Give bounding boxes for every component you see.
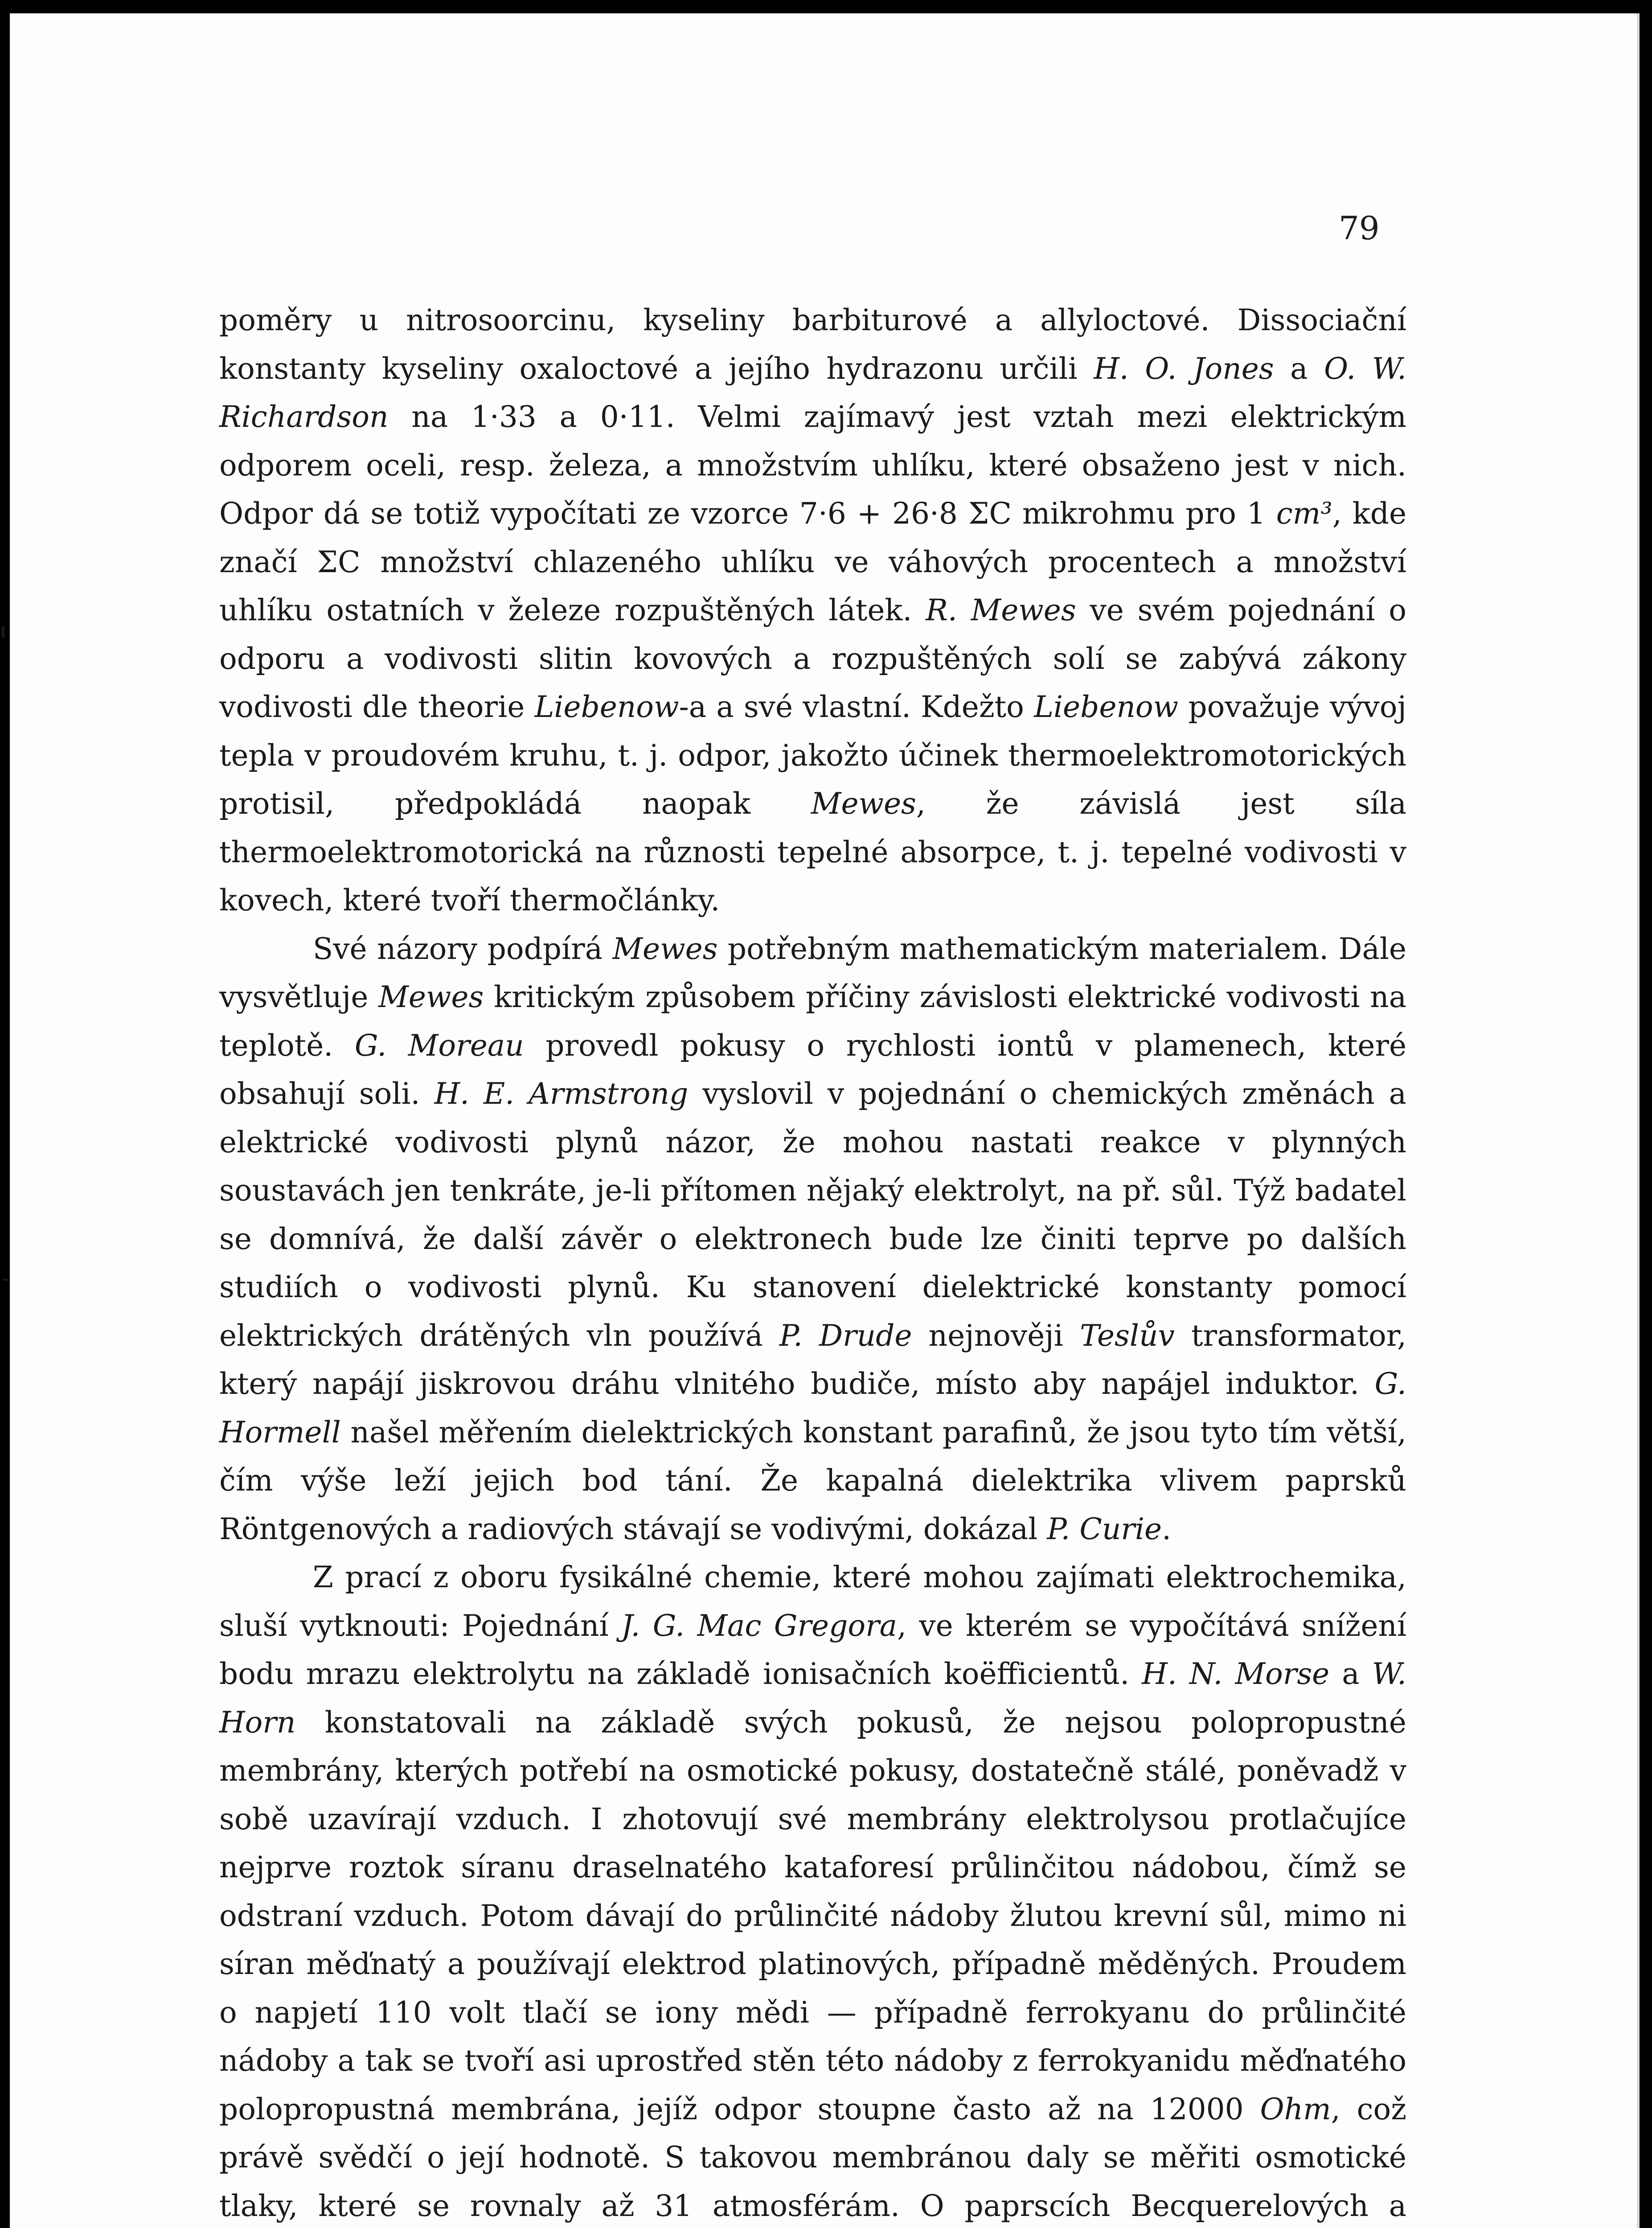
text-run: a <box>1329 1657 1372 1691</box>
author-name: cm³ <box>1276 496 1332 531</box>
author-name: R. Mewes <box>926 593 1076 627</box>
author-name: H. N. Morse <box>1142 1657 1330 1691</box>
text-run: poměry u nitrosoorcinu, kyseliny barbiturové a allyloctové. Dissociační konstanty kyseliny oxaloctové a jejího hydrazonu určili <box>219 303 1406 386</box>
text-run: transformator, který napájí jiskrovou dráhu vlnitého budiče, místo aby napájel induktor. <box>219 1318 1406 1401</box>
text-run: kritickým způsobem příčiny závislosti elektrické vodivosti na teplotě. <box>219 980 1406 1063</box>
text-run: nejnověji <box>912 1318 1080 1353</box>
text-run: ve svém pojednání o odporu a vodivosti slitin kovových a rozpuštěných solí se zabývá zákony vodivosti dle theorie <box>219 593 1406 724</box>
text-run: , ve kterém se vypočítává snížení bodu mrazu elektrolytu na základě ionisačních koëfficientů. <box>219 1608 1406 1691</box>
paragraph-p3 <box>219 1553 1406 2228</box>
author-name: H. E. Armstrong <box>434 1077 689 1111</box>
scan-mark <box>2 626 4 638</box>
text-run: konstatovali na základě svých pokusů, že nejsou polopropustné membrány, kterých potřebí na osmotické pokusy, dostatečně stálé, poněvadž v sobě uzavírají vzduch. I zhotovují své membrány elektrolysou protlačujíce nejprve roztok síranu draselnatého kataforesí průlinčitou nádobou, čímž se odstraní vzduch. Potom dávají do průlinčité nádoby žlutou krevní sůl, mimo ni síran měďnatý a používají elektrod platinových, případně měděných. Proudem o napjetí 110 volt tlačí se iony mědi — případně ferrokyanu do průlinčité nádoby a tak se tvoří asi uprostřed stěn této nádoby z ferrokyanidu měďnatého polopropustná membrána, jejíž odpor stoupne často až na 12000 <box>219 1705 1406 2126</box>
author-name: P. Drude <box>779 1318 912 1353</box>
text-run: považuje vývoj tepla v proudovém kruhu, t. j. odpor, jakožto účinek thermoelektromotorických protisil, předpokládá naopak <box>219 690 1406 821</box>
paragraph-p1 <box>219 296 1406 925</box>
author-name: H. O. Jones <box>1094 351 1274 386</box>
page-number: 79 <box>1339 209 1380 247</box>
paragraph-p2 <box>219 925 1406 1554</box>
author-name: Liebenow <box>534 690 679 724</box>
text-run: , což právě svědčí o její hodnotě. S takovou membránou daly se měřiti osmotické tlaky, které se rovnaly až 31 atmosférám. O paprscích Becquerelových a <box>219 2092 1406 2223</box>
author-name: Mewes <box>378 980 484 1014</box>
author-name: O. W. Richardson <box>219 351 1406 434</box>
text-run: potřebným mathematickým materialem. Dále vysvětluje <box>219 931 1406 1014</box>
text-run: našel měřením dielektrických konstant parafinů, že jsou tyto tím větší, čím výše leží jejich bod tání. Že kapalná dielektrika vlivem paprsků Röntgenových a radiových stávají se vodivými, dokázal <box>219 1415 1406 1546</box>
text-run: , že závislá jest síla thermoelektromotorická na různosti tepelné absorpce, t. j. tepelné vodivosti v kovech, které tvoří thermočlánky. <box>219 786 1406 917</box>
page-edge-shadow <box>1637 13 1640 2228</box>
author-name: Teslův <box>1080 1318 1175 1353</box>
author-name: G. Moreau <box>354 1028 524 1063</box>
text-run: provedl pokusy o rychlosti iontů v plamenech, které obsahují soli. <box>219 1028 1407 1111</box>
author-name: P. Curie <box>1047 1511 1162 1546</box>
text-run: Své názory podpírá <box>313 931 613 966</box>
author-name: Mewes <box>612 931 718 966</box>
book-page <box>10 13 1640 2228</box>
text-run: -a a své vlastní. Kdežto <box>679 690 1034 724</box>
text-run: a <box>1274 351 1324 386</box>
author-name: Liebenow <box>1034 690 1179 724</box>
text-run: vyslovil v pojednání o chemických změnách a elektrické vodivosti plynů názor, že mohou nastati reakce v plynných soustavách jen tenkráte, je-li přítomen nějaký elektrolyt, na př. sůl. Týž badatel se domnívá, že další závěr o elektronech bude lze činiti teprve po dalších studiích o vodivosti plynů. Ku stanovení dielektrické konstanty pomocí elektrických drátěných vln používá <box>219 1077 1406 1353</box>
text-run: Z prací z oboru fysikálné chemie, které mohou zajímati elektrochemika, sluší vytknouti: Pojednání <box>219 1560 1406 1643</box>
author-name: W. Horn <box>219 1657 1407 1740</box>
text-run: . <box>1162 1511 1172 1546</box>
author-name: Ohm <box>1260 2092 1331 2126</box>
author-name: G. Hormell <box>219 1367 1406 1450</box>
scan-mark <box>3 1279 9 1281</box>
author-name: J. G. Mac Gregora <box>621 1608 897 1643</box>
author-name: Mewes <box>811 786 916 821</box>
body-text <box>219 296 1406 2228</box>
text-run: , kde značí ΣC množství chlazeného uhlíku ve váhových procentech a množství uhlíku ostatních v železe rozpuštěných látek. <box>219 496 1406 627</box>
text-run: na 1·33 a 0·11. Velmi zajímavý jest vztah mezi elektrickým odporem oceli, resp. železa, a množstvím uhlíku, které obsaženo jest v nich. Odpor dá se totiž vypočítati ze vzorce 7·6 + 26·8 ΣC mikrohmu pro 1 <box>219 400 1406 531</box>
